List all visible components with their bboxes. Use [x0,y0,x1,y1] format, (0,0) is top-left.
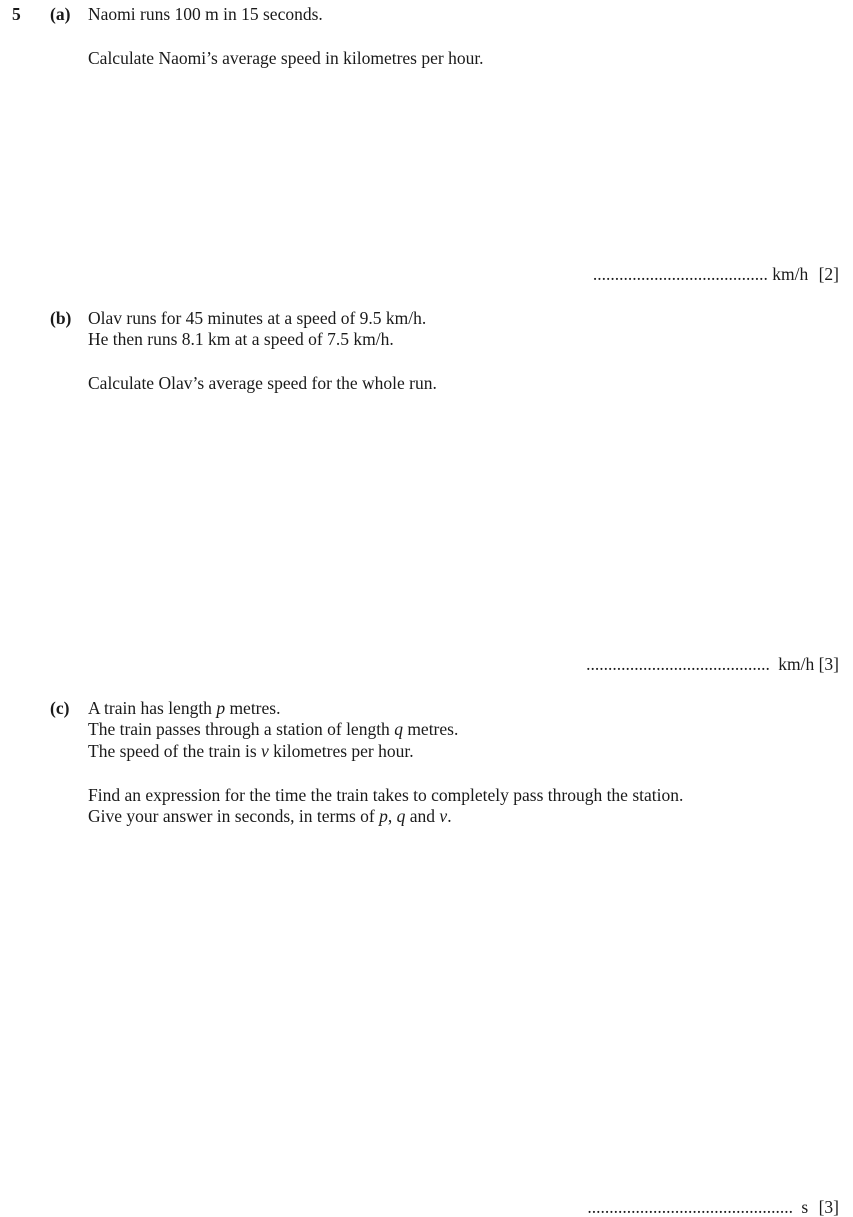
part-a-label: (a) [50,4,71,24]
question-number: 5 [12,4,21,24]
part-a-statement: Naomi runs 100 m in 15 seconds. [88,4,323,24]
part-c-statement-1-text: A train has length [88,698,217,718]
part-c-statement-3-text: The speed of the train is [88,741,262,761]
variable-p: p [379,806,388,826]
part-a-answer-dots[interactable]: ........................................ [592,264,768,284]
part-b-answer-unit: km/h [778,654,815,674]
part-c-answer-unit: s [801,1197,809,1217]
part-c-answer-line [587,1199,839,1217]
conjunction: and [405,806,440,826]
part-a-marks: [2] [818,264,839,284]
part-c-label: (c) [50,698,70,718]
part-c-statement-1 [88,700,280,718]
part-b-marks: [3] [818,654,839,674]
part-b-statement-1: Olav runs for 45 minutes at a speed of 9.5 km/h. [88,308,427,328]
separator: , [387,806,397,826]
variable-p: p [216,698,226,718]
part-c-statement-2 [88,721,458,739]
part-c-statement-1-end: metres. [225,698,281,718]
part-c-answer-dots[interactable]: ............................................... [587,1197,794,1217]
part-b-instruction: Calculate Olav’s average speed for the whole run. [88,373,437,393]
part-c-statement-2-end: metres. [402,719,459,739]
part-a-answer-line [593,266,839,284]
part-b-label: (b) [50,308,72,328]
part-c-instruction-2-text: Give your answer in seconds, in terms of [88,806,380,826]
part-c-instruction-2 [88,808,452,826]
variable-v: v [439,806,448,826]
part-c-statement-3 [88,743,414,761]
period: . [447,806,452,826]
variable-v: v [261,741,269,761]
part-c-instruction-1: Find an expression for the time the train takes to completely pass through the station. [88,785,684,805]
variable-q: q [396,806,406,826]
part-c-marks: [3] [818,1197,839,1217]
part-a-instruction: Calculate Naomi’s average speed in kilometres per hour. [88,48,484,68]
variable-q: q [394,719,403,739]
part-c-statement-2-text: The train passes through a station of length [88,719,395,739]
part-a-answer-unit: km/h [772,264,809,284]
part-b-answer-line [586,656,839,674]
part-c-statement-3-end: kilometres per hour. [268,741,414,761]
part-b-answer-dots[interactable]: .......................................... [586,654,770,674]
part-b-statement-2: He then runs 8.1 km at a speed of 7.5 km/h. [88,329,394,349]
